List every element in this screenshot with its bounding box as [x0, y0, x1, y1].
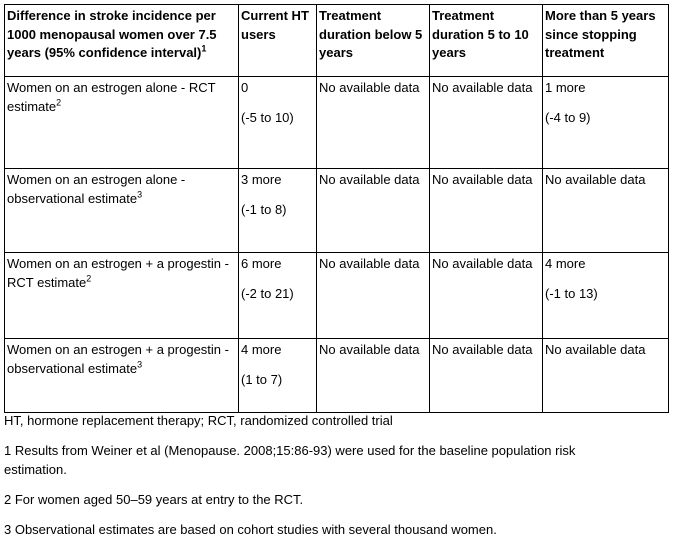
- below-5-years-cell: No available data: [317, 77, 430, 169]
- after-stopping-cell: No available data: [543, 169, 669, 253]
- header-below-5-years: Treatment duration below 5 years: [317, 5, 430, 77]
- current-users-cell: 6 more (-2 to 21): [239, 253, 317, 339]
- footnote-ref: 3: [137, 359, 143, 370]
- 5-to-10-years-cell: No available data: [430, 169, 543, 253]
- footnote-ref: 3: [137, 189, 143, 200]
- footnote-3: 3 Observational estimates are based on cohort studies with several thousand women.: [4, 522, 497, 537]
- 5-to-10-years-cell: No available data: [430, 339, 543, 413]
- below-5-years-cell: No available data: [317, 253, 430, 339]
- table-row: [5, 77, 669, 169]
- table-row: [5, 339, 669, 413]
- header-stroke-difference: Difference in stroke incidence per 1000 menopausal women over 7.5 years (95% confidence interval)$^1$: [5, 5, 239, 77]
- footnote-2: 2 For women aged 50–59 years at entry to the RCT.: [4, 492, 304, 507]
- footnote-ref: 1: [201, 43, 207, 54]
- below-5-years-cell: No available data: [317, 339, 430, 413]
- row-label: Women on an estrogen alone - observational estimate$^3$: [5, 169, 239, 253]
- confidence-interval: (1 to 7): [241, 371, 283, 387]
- confidence-interval: (-1 to 13): [545, 285, 598, 301]
- row-label: Women on an estrogen + a progestin - observational estimate$^3$: [5, 339, 239, 413]
- row-label: Women on an estrogen alone - RCT estimate$^2$: [5, 77, 239, 169]
- 5-to-10-years-cell: No available data: [430, 253, 543, 339]
- stroke-incidence-table: [4, 4, 669, 413]
- row-label: Women on an estrogen + a progestin - RCT estimate$^2$: [5, 253, 239, 339]
- confidence-interval: (-4 to 9): [545, 109, 591, 125]
- after-stopping-cell: 4 more (-1 to 13): [543, 253, 669, 339]
- confidence-interval: (-2 to 21): [241, 285, 294, 301]
- current-users-cell: 0 (-5 to 10): [239, 77, 317, 169]
- table-header-row: [5, 5, 669, 77]
- current-users-cell: 4 more (1 to 7): [239, 339, 317, 413]
- confidence-interval: (-1 to 8): [241, 201, 287, 217]
- after-stopping-cell: 1 more (-4 to 9): [543, 77, 669, 169]
- header-current-users: Current HT users: [239, 5, 317, 77]
- header-after-stopping: More than 5 years since stopping treatment: [543, 5, 669, 77]
- abbreviations-note: HT, hormone replacement therapy; RCT, randomized controlled trial: [4, 413, 393, 428]
- current-users-cell: 3 more (-1 to 8): [239, 169, 317, 253]
- table-row: [5, 253, 669, 339]
- header-5-to-10-years: Treatment duration 5 to 10 years: [430, 5, 543, 77]
- footnote-1: 1 Results from Weiner et al (Menopause. 2008;15:86-93) were used for the baseline population risk estimation.: [4, 443, 576, 477]
- footnote-ref: 2: [56, 97, 62, 108]
- below-5-years-cell: No available data: [317, 169, 430, 253]
- after-stopping-cell: No available data: [543, 339, 669, 413]
- 5-to-10-years-cell: No available data: [430, 77, 543, 169]
- footnote-ref: 2: [86, 273, 92, 284]
- table-row: [5, 169, 669, 253]
- confidence-interval: (-5 to 10): [241, 109, 294, 125]
